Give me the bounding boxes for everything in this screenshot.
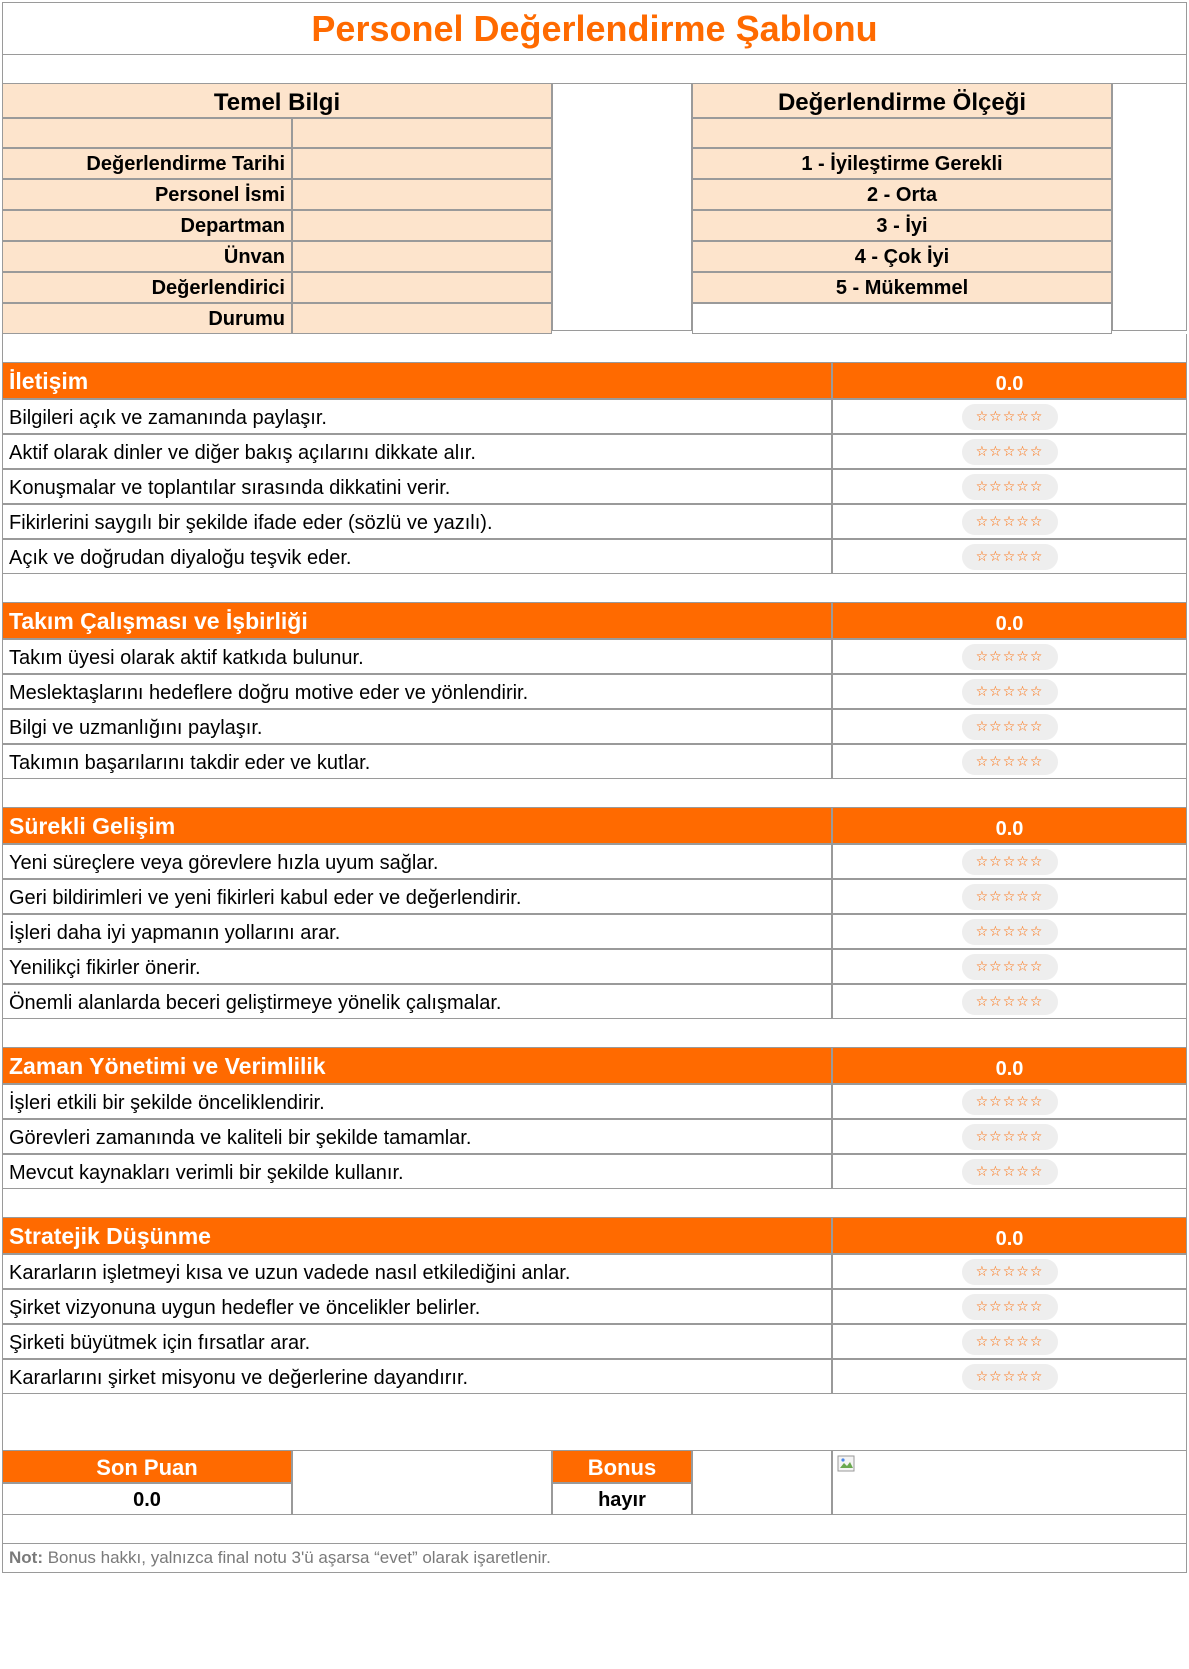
scale-blank-row (692, 303, 1112, 334)
star-rating-icon[interactable]: ☆☆☆☆☆ (962, 404, 1058, 430)
section-title: İletişim (2, 362, 832, 399)
section-title: Sürekli Gelişim (2, 807, 832, 844)
criterion-text: Şirketi büyütmek için fırsatlar arar. (2, 1324, 832, 1359)
info-value-field[interactable] (292, 179, 552, 210)
spacer-row (2, 779, 1187, 807)
criterion-text: Bilgileri açık ve zamanında paylaşır. (2, 399, 832, 434)
info-label: Departman (2, 210, 292, 241)
spacer-row (2, 1394, 1187, 1422)
criterion-text: Görevleri zamanında ve kaliteli bir şekilde tamamlar. (2, 1119, 832, 1154)
section-score: 0.0 (832, 1217, 1187, 1254)
star-rating-icon[interactable]: ☆☆☆☆☆ (962, 679, 1058, 705)
criterion-text: Kararlarını şirket misyonu ve değerlerine dayandırır. (2, 1359, 832, 1394)
star-rating-icon[interactable]: ☆☆☆☆☆ (962, 474, 1058, 500)
rating-cell (832, 744, 1187, 779)
star-rating-icon[interactable]: ☆☆☆☆☆ (962, 644, 1058, 670)
basic-info-header: Temel Bilgi (2, 83, 552, 118)
star-rating-icon[interactable]: ☆☆☆☆☆ (962, 749, 1058, 775)
scale-level: 2 - Orta (692, 179, 1112, 210)
section-score: 0.0 (832, 1047, 1187, 1084)
scale-blank (692, 118, 1112, 148)
criterion-text: Konuşmalar ve toplantılar sırasında dikkatini verir. (2, 469, 832, 504)
spacer-row (2, 55, 1187, 83)
rating-cell (832, 469, 1187, 504)
info-label: Ünvan (2, 241, 292, 272)
info-value-field[interactable] (292, 272, 552, 303)
star-rating-icon[interactable]: ☆☆☆☆☆ (962, 884, 1058, 910)
info-gap-cell (552, 83, 692, 331)
section-title: Stratejik Düşünme (2, 1217, 832, 1254)
star-rating-icon[interactable]: ☆☆☆☆☆ (962, 1364, 1058, 1390)
rating-cell (832, 399, 1187, 434)
rating-cell (832, 674, 1187, 709)
scale-header: Değerlendirme Ölçeği (692, 83, 1112, 118)
criterion-text: İşleri daha iyi yapmanın yollarını arar. (2, 914, 832, 949)
bonus-value[interactable]: hayır (552, 1483, 692, 1515)
criterion-text: İşleri etkili bir şekilde önceliklendirir. (2, 1084, 832, 1119)
star-rating-icon[interactable]: ☆☆☆☆☆ (962, 1089, 1058, 1115)
info-value-field[interactable] (292, 303, 552, 334)
footer-gap-2 (692, 1450, 832, 1515)
rating-cell (832, 844, 1187, 879)
rating-cell (832, 1289, 1187, 1324)
info-value-field[interactable] (292, 148, 552, 179)
bonus-label: Bonus (552, 1450, 692, 1483)
spacer-row (2, 1515, 1187, 1543)
note-row (2, 1543, 1187, 1573)
criterion-text: Aktif olarak dinler ve diğer bakış açılarını dikkate alır. (2, 434, 832, 469)
final-score-label: Son Puan (2, 1450, 292, 1483)
info-blank-label (2, 118, 292, 148)
criterion-text: Yeni süreçlere veya görevlere hızla uyum sağlar. (2, 844, 832, 879)
section-title: Zaman Yönetimi ve Verimlilik (2, 1047, 832, 1084)
spacer-row (2, 1189, 1187, 1217)
star-rating-icon[interactable]: ☆☆☆☆☆ (962, 1329, 1058, 1355)
criterion-text: Takımın başarılarını takdir eder ve kutlar. (2, 744, 832, 779)
info-value-field[interactable] (292, 210, 552, 241)
criterion-text: Şirket vizyonuna uygun hedefler ve öncelikler belirler. (2, 1289, 832, 1324)
criterion-text: Geri bildirimleri ve yeni fikirleri kabul eder ve değerlendirir. (2, 879, 832, 914)
star-rating-icon[interactable]: ☆☆☆☆☆ (962, 1159, 1058, 1185)
criterion-text: Kararların işletmeyi kısa ve uzun vadede nasıl etkilediğini anlar. (2, 1254, 832, 1289)
info-label: Değerlendirici (2, 272, 292, 303)
info-blank-value[interactable] (292, 118, 552, 148)
rating-cell (832, 984, 1187, 1019)
star-rating-icon[interactable]: ☆☆☆☆☆ (962, 1294, 1058, 1320)
spacer-row (2, 1019, 1187, 1047)
scale-level: 4 - Çok İyi (692, 241, 1112, 272)
evaluation-sheet (2, 2, 1187, 1667)
star-rating-icon[interactable]: ☆☆☆☆☆ (962, 919, 1058, 945)
rating-cell (832, 709, 1187, 744)
rating-cell (832, 1154, 1187, 1189)
criterion-text: Fikirlerini saygılı bir şekilde ifade eder (sözlü ve yazılı). (2, 504, 832, 539)
star-rating-icon[interactable]: ☆☆☆☆☆ (962, 849, 1058, 875)
criterion-text: Takım üyesi olarak aktif katkıda bulunur. (2, 639, 832, 674)
rating-cell (832, 879, 1187, 914)
note-text: Bonus hakkı, yalnızca final notu 3'ü aşarsa “evet” olarak işaretlenir. (42, 1548, 551, 1567)
criterion-text: Bilgi ve uzmanlığını paylaşır. (2, 709, 832, 744)
spacer-row (2, 574, 1187, 602)
final-score-value: 0.0 (2, 1483, 292, 1515)
scale-level: 5 - Mükemmel (692, 272, 1112, 303)
scale-level: 3 - İyi (692, 210, 1112, 241)
note-prefix: Not: (9, 1548, 43, 1567)
rating-cell (832, 1084, 1187, 1119)
star-rating-icon[interactable]: ☆☆☆☆☆ (962, 714, 1058, 740)
scale-level: 1 - İyileştirme Gerekli (692, 148, 1112, 179)
rating-cell (832, 639, 1187, 674)
star-rating-icon[interactable]: ☆☆☆☆☆ (962, 509, 1058, 535)
rating-cell (832, 539, 1187, 574)
spacer-row (2, 1422, 1187, 1450)
star-rating-icon[interactable]: ☆☆☆☆☆ (962, 1259, 1058, 1285)
rating-cell (832, 504, 1187, 539)
star-rating-icon[interactable]: ☆☆☆☆☆ (962, 544, 1058, 570)
section-title: Takım Çalışması ve İşbirliği (2, 602, 832, 639)
rating-cell (832, 949, 1187, 984)
title-row (2, 2, 1187, 55)
star-rating-icon[interactable]: ☆☆☆☆☆ (962, 954, 1058, 980)
rating-cell (832, 914, 1187, 949)
rating-cell (832, 1254, 1187, 1289)
section-score: 0.0 (832, 807, 1187, 844)
rating-cell (832, 1359, 1187, 1394)
image-placeholder (832, 1450, 1187, 1515)
page-title: Personel Değerlendirme Şablonu (311, 8, 878, 49)
spacer-row (2, 334, 1187, 362)
rating-cell (832, 1119, 1187, 1154)
criterion-text: Önemli alanlarda beceri geliştirmeye yönelik çalışmalar. (2, 984, 832, 1019)
info-label: Değerlendirme Tarihi (2, 148, 292, 179)
info-label: Durumu (2, 303, 292, 334)
info-value-field[interactable] (292, 241, 552, 272)
star-rating-icon[interactable]: ☆☆☆☆☆ (962, 989, 1058, 1015)
star-rating-icon[interactable]: ☆☆☆☆☆ (962, 1124, 1058, 1150)
section-score: 0.0 (832, 602, 1187, 639)
criterion-text: Mevcut kaynakları verimli bir şekilde kullanır. (2, 1154, 832, 1189)
section-score: 0.0 (832, 362, 1187, 399)
criterion-text: Meslektaşlarını hedeflere doğru motive eder ve yönlendirir. (2, 674, 832, 709)
rating-cell (832, 434, 1187, 469)
star-rating-icon[interactable]: ☆☆☆☆☆ (962, 439, 1058, 465)
info-label: Personel İsmi (2, 179, 292, 210)
broken-image-icon (837, 1455, 857, 1473)
rating-cell (832, 1324, 1187, 1359)
criterion-text: Açık ve doğrudan diyaloğu teşvik eder. (2, 539, 832, 574)
criterion-text: Yenilikçi fikirler önerir. (2, 949, 832, 984)
footer-gap-1 (292, 1450, 552, 1515)
info-right-blank (1112, 83, 1187, 331)
